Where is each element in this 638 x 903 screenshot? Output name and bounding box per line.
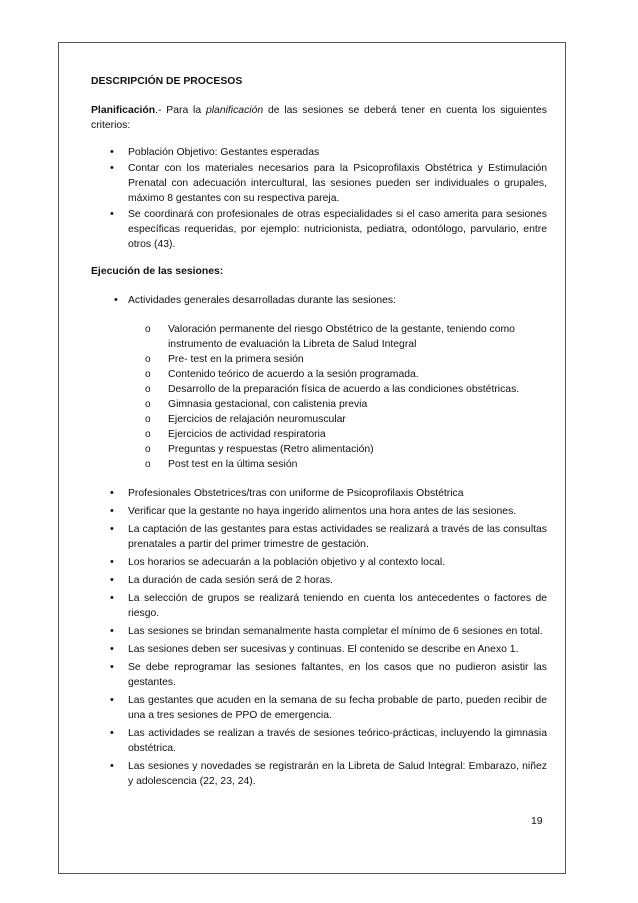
list-item: • Las actividades se realizan a través de sesiones teórico-prácticas, incluyendo la gimnasia obstétrica. [91, 726, 547, 756]
reglas-list [91, 486, 547, 789]
list-item: • Se coordinará con profesionales de otras especialidades si el caso amerita para sesiones específicas requeridas, por ejemplo: nutricionista, pediatra, odontólogo, parvulario, entre otros (43). [91, 207, 547, 252]
criterios-list [91, 145, 547, 252]
list-item: • Se debe reprogramar las sesiones faltantes, en los casos que no pudieron asistir las gestantes. [91, 660, 547, 690]
list-item: o Ejercicios de relajación neuromuscular [91, 412, 547, 427]
page-number: 19 [531, 816, 543, 827]
planificacion-italic: planificación [205, 105, 264, 116]
list-item: • Las sesiones se brindan semanalmente hasta completar el mínimo de 6 sesiones en total. [91, 624, 547, 639]
list-item: o Preguntas y respuestas (Retro alimentación) [91, 442, 547, 457]
list-item: o Desarrollo de la preparación física de acuerdo a las condiciones obstétricas. [91, 382, 547, 397]
list-item: o Contenido teórico de acuerdo a la sesión programada. [91, 367, 547, 382]
list-item: • Las gestantes que acuden en la semana de su fecha probable de parto, pueden recibir de una a tres sesiones de PPO de emergencia. [91, 693, 547, 723]
list-item: • Los horarios se adecuarán a la población objetivo y al contexto local. [91, 555, 547, 570]
list-item: • Las sesiones y novedades se registrarán en la Libreta de Salud Integral: Embarazo, niñez y adolescencia (22, 23, 24). [91, 759, 547, 789]
actividades-list [91, 322, 547, 472]
list-item: • La duración de cada sesión será de 2 horas. [91, 573, 547, 588]
document-body [91, 74, 547, 792]
list-item: • Las sesiones deben ser sucesivas y continuas. El contenido se describe en Anexo 1. [91, 642, 547, 657]
list-item: • Población Objetivo: Gestantes esperadas [91, 145, 547, 160]
planificacion-label: Planificación [91, 105, 156, 116]
planificacion-sep: .- Para la [155, 105, 206, 116]
ejecucion-heading: Ejecución de las sesiones: [91, 266, 224, 277]
list-item: o Ejercicios de actividad respiratoria [91, 427, 547, 442]
list-item: o Pre- test en la primera sesión [91, 352, 547, 367]
planificacion-rest: de las sesiones se deberá tener en cuenta los siguientes criterios: [91, 105, 547, 131]
list-item: o Valoración permanente del riesgo Obstétrico de la gestante, teniendo como instrumento de evaluación la Libreta de Salud Integral [91, 322, 547, 352]
planificacion-paragraph [91, 103, 547, 133]
list-item: • Profesionales Obstetrices/tras con uniforme de Psicoprofilaxis Obstétrica [91, 486, 547, 501]
list-item: • La captación de las gestantes para estas actividades se realizará a través de las consultas prenatales a partir del primer trimestre de gestación. [91, 522, 547, 552]
list-item: • Contar con los materiales necesarios para la Psicoprofilaxis Obstétrica y Estimulación Prenatal con adecuación intercultural, las sesiones pueden ser individuales o grupales, máximo 8 gestantes con su respectiva pareja. [91, 161, 547, 206]
list-item: • La selección de grupos se realizará teniendo en cuenta los antecedentes o factores de riesgo. [91, 591, 547, 621]
actividades-title: • Actividades generales desarrolladas durante las sesiones: [91, 293, 547, 308]
section-heading: DESCRIPCIÓN DE PROCESOS [91, 76, 243, 87]
list-item: • Verificar que la gestante no haya ingerido alimentos una hora antes de las sesiones. [91, 504, 547, 519]
list-item: o Gimnasia gestacional, con calistenia previa [91, 397, 547, 412]
list-item: o Post test en la última sesión [91, 457, 547, 472]
